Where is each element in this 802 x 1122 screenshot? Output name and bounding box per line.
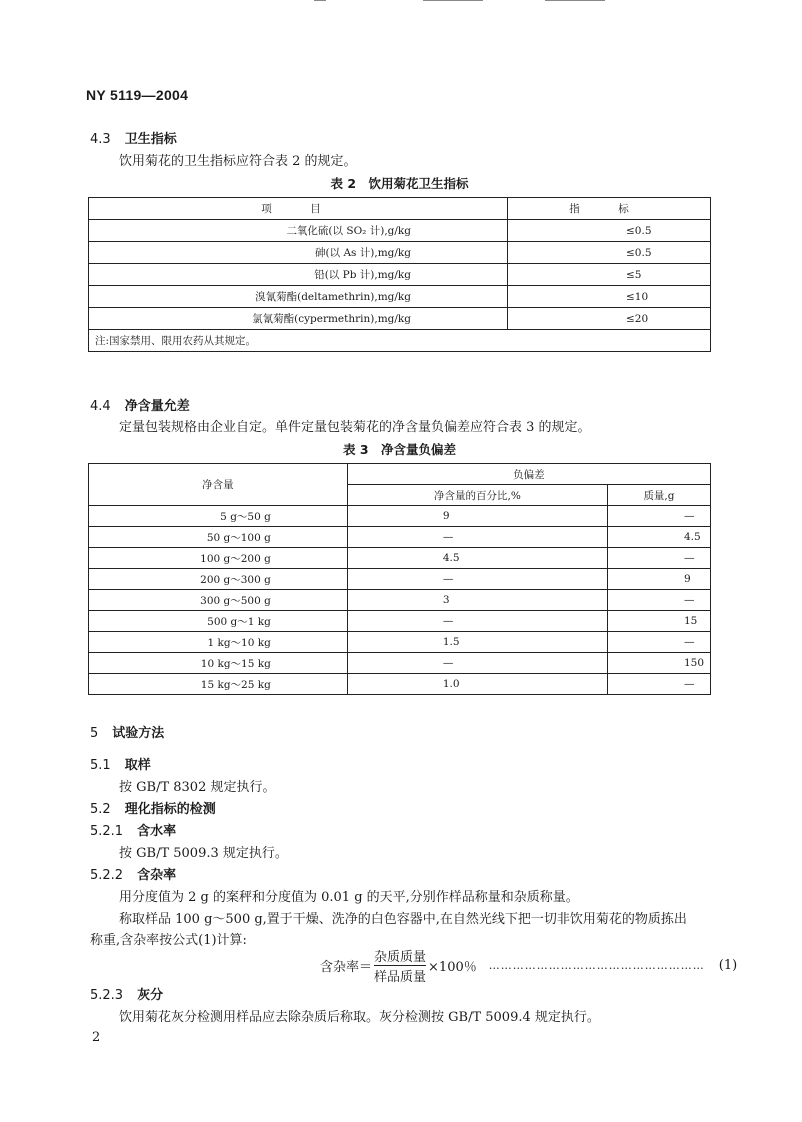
table-cell: — bbox=[347, 527, 607, 548]
table-row bbox=[89, 506, 711, 527]
table-cell: — bbox=[347, 611, 607, 632]
table-row bbox=[89, 242, 711, 264]
table-cell: 1 kg～10 kg bbox=[89, 632, 348, 653]
section-5-1-heading: 5.1 取样 bbox=[90, 758, 151, 773]
formula-number: (1) bbox=[718, 958, 738, 973]
table-cell: 500 g～1 kg bbox=[89, 611, 348, 632]
table-row bbox=[89, 590, 711, 611]
table-cell: — bbox=[607, 548, 710, 569]
formula-lhs: 含杂率＝ bbox=[320, 960, 373, 975]
section-4-3-text: 饮用菊花的卫生指标应符合表 2 的规定。 bbox=[119, 154, 357, 169]
table-cell: 砷(以 As 计),mg/kg bbox=[89, 242, 508, 264]
table-row bbox=[89, 569, 711, 590]
section-5-2-1-heading: 5.2.1 含水率 bbox=[90, 824, 177, 839]
table-cell: 10 kg～15 kg bbox=[89, 653, 348, 674]
table2 bbox=[88, 197, 711, 352]
section-5-2-3-text: 饮用菊花灰分检测用样品应去除杂质后称取。灰分检测按 GB/T 5009.4 规定执行。 bbox=[119, 1010, 600, 1025]
table-cell: 50 g～100 g bbox=[89, 527, 348, 548]
table-cell: ≤5 bbox=[508, 264, 711, 286]
formula-denominator: 样品质量 bbox=[374, 970, 427, 985]
table2-caption: 表 2 饮用菊花卫生指标 bbox=[330, 176, 469, 191]
table-row bbox=[89, 527, 711, 548]
section-5-2-heading: 5.2 理化指标的检测 bbox=[90, 802, 216, 817]
table-cell: 300 g～500 g bbox=[89, 590, 348, 611]
table-cell: ≤0.5 bbox=[508, 220, 711, 242]
scan-mark bbox=[423, 0, 483, 1]
section-4-4-text: 定量包装规格由企业自定。单件定量包装菊花的净含量负偏差应符合表 3 的规定。 bbox=[119, 420, 591, 435]
formula-rhs: ×100％ bbox=[428, 960, 477, 975]
scan-mark bbox=[545, 0, 605, 1]
table-cell: 二氧化硫(以 SO₂ 计),g/kg bbox=[89, 220, 508, 242]
section-5-2-1-text: 按 GB/T 5009.3 规定执行。 bbox=[119, 846, 288, 861]
document-header: NY 5119—2004 bbox=[86, 87, 189, 103]
page-number: 2 bbox=[92, 1030, 101, 1045]
table-header-row bbox=[89, 198, 711, 220]
table-cell: 4.5 bbox=[607, 527, 710, 548]
table-cell: — bbox=[607, 506, 710, 527]
section-5-heading: 5 试验方法 bbox=[90, 726, 165, 741]
section-5-1-text: 按 GB/T 8302 规定执行。 bbox=[119, 780, 276, 795]
table-cell: 200 g～300 g bbox=[89, 569, 348, 590]
table-row bbox=[89, 264, 711, 286]
section-4-3-heading: 4.3 卫生指标 bbox=[90, 132, 177, 147]
table-cell: 9 bbox=[347, 506, 607, 527]
table3-caption: 表 3 净含量负偏差 bbox=[342, 442, 457, 457]
table-cell: — bbox=[347, 569, 607, 590]
table2-note: 注:国家禁用、限用农药从其规定。 bbox=[89, 330, 711, 352]
table3 bbox=[88, 463, 711, 695]
scan-mark bbox=[314, 0, 326, 1]
table-row bbox=[89, 548, 711, 569]
table-cell: 1.5 bbox=[347, 632, 607, 653]
section-5-2-2-text2a: 称取样品 100 g～500 g,置于干燥、洗净的白色容器中,在自然光线下把一切非饮用菊花的物质拣出 bbox=[119, 912, 687, 927]
table-row bbox=[89, 632, 711, 653]
table-header-cell: 净含量 bbox=[89, 464, 348, 506]
formula-1 bbox=[320, 946, 737, 985]
table-row bbox=[89, 611, 711, 632]
formula-leader-dots: ……………………………………………… bbox=[488, 959, 705, 972]
table-cell: 溴氰菊酯(deltamethrin),mg/kg bbox=[89, 286, 508, 308]
table-cell: 铅(以 Pb 计),mg/kg bbox=[89, 264, 508, 286]
table-cell: — bbox=[607, 632, 710, 653]
table-cell: 9 bbox=[607, 569, 710, 590]
section-5-2-2-text1: 用分度值为 2 g 的案秤和分度值为 0.01 g 的天平,分别作样品称量和杂质称量。 bbox=[119, 890, 579, 905]
table-row bbox=[89, 653, 711, 674]
table-header-row bbox=[89, 464, 711, 485]
section-5-2-2-text2b: 称重,含杂率按公式(1)计算: bbox=[90, 933, 247, 948]
section-5-2-2-heading: 5.2.2 含杂率 bbox=[90, 868, 177, 883]
table-cell: 5 g～50 g bbox=[89, 506, 348, 527]
section-4-4-heading: 4.4 净含量允差 bbox=[90, 399, 190, 414]
table-cell: 100 g～200 g bbox=[89, 548, 348, 569]
table-header-cell: 净含量的百分比,% bbox=[347, 485, 607, 506]
table-row bbox=[89, 220, 711, 242]
table-cell: ≤10 bbox=[508, 286, 711, 308]
table-cell: — bbox=[347, 653, 607, 674]
table-cell: 3 bbox=[347, 590, 607, 611]
table-cell: 15 kg～25 kg bbox=[89, 674, 348, 695]
table-cell: 15 bbox=[607, 611, 710, 632]
table-note-row bbox=[89, 330, 711, 352]
formula-fraction bbox=[374, 946, 426, 985]
table-header-cell: 项 目 bbox=[89, 198, 508, 220]
table-cell: 氯氰菊酯(cypermethrin),mg/kg bbox=[89, 308, 508, 330]
table-cell: — bbox=[607, 674, 710, 695]
table-cell: 1.0 bbox=[347, 674, 607, 695]
section-5-2-3-heading: 5.2.3 灰分 bbox=[90, 988, 164, 1003]
table-cell: 4.5 bbox=[347, 548, 607, 569]
table-header-cell: 指 标 bbox=[508, 198, 711, 220]
table-row bbox=[89, 674, 711, 695]
table-header-cell: 质量,g bbox=[607, 485, 710, 506]
table-cell: 150 bbox=[607, 653, 710, 674]
formula-numerator: 杂质质量 bbox=[374, 950, 427, 965]
table-header-cell: 负偏差 bbox=[347, 464, 710, 485]
table-row bbox=[89, 286, 711, 308]
table-row bbox=[89, 308, 711, 330]
table-cell: — bbox=[607, 590, 710, 611]
table-cell: ≤20 bbox=[508, 308, 711, 330]
table-cell: ≤0.5 bbox=[508, 242, 711, 264]
